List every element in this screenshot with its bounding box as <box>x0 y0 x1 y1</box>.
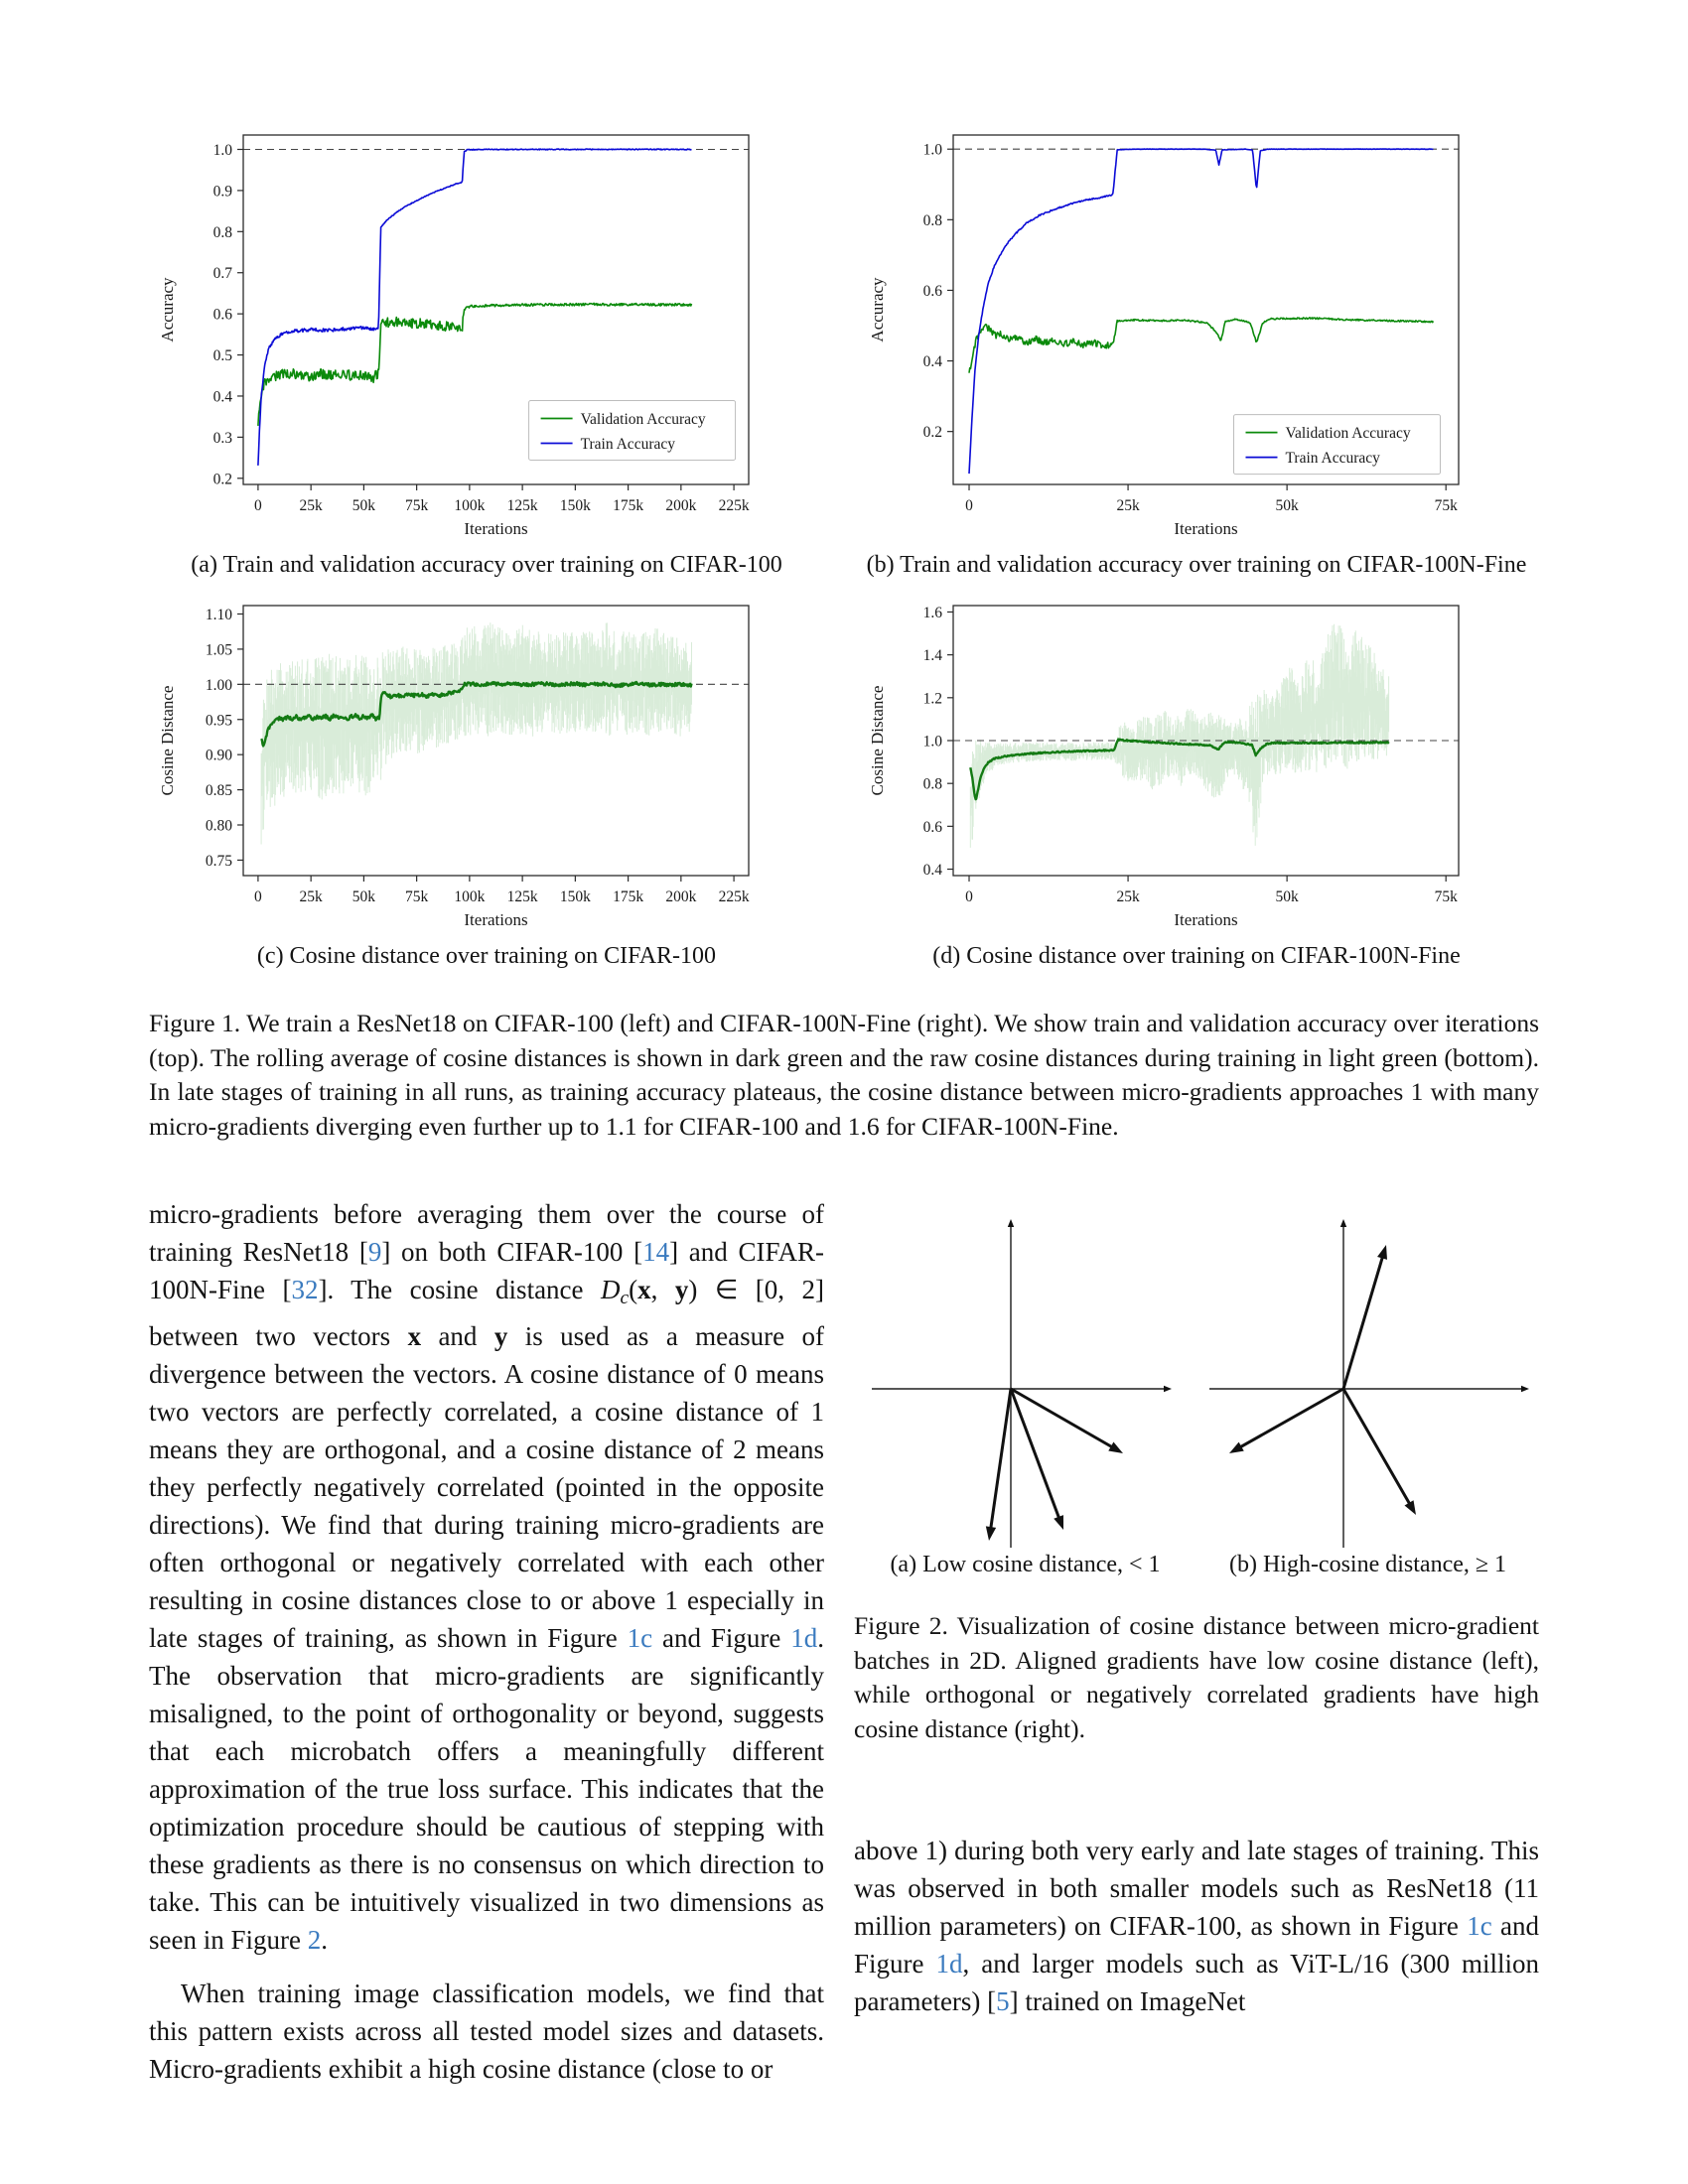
svg-text:Iterations: Iterations <box>464 519 528 538</box>
svg-text:225k: 225k <box>718 497 750 514</box>
figure2-panel <box>854 1205 1539 1548</box>
svg-text:0.4: 0.4 <box>922 862 942 880</box>
svg-text:0.8: 0.8 <box>922 211 942 229</box>
math-symbol: x <box>407 1320 422 1351</box>
figure2-subcaptions <box>854 1550 1539 1579</box>
svg-text:0.2: 0.2 <box>212 471 232 488</box>
citation-link[interactable]: 1c <box>627 1622 653 1653</box>
subcaption-c: (c) Cosine distance over training on CIFAR-100 <box>256 943 717 969</box>
svg-text:200k: 200k <box>665 497 697 514</box>
svg-text:Validation Accuracy: Validation Accuracy <box>580 411 706 429</box>
svg-text:0.2: 0.2 <box>922 424 942 442</box>
paragraph: micro-gradients before averaging them over the course of training ResNet18 [9] on both CIFAR-100 [14] and CIFAR-100N-Fine [32]. The cosine distance Dc(x, y) ∈ [0, 2] between two vectors x and y is used as a measure of divergence between the vectors. A cosine distance of 0 means two vectors are perfectly correlated, a cosine distance of 1 means they are orthogonal, and a cosine distance of 2 means they perfectly negatively correlated (pointed in the opposite directions). We find that during training micro-gradients are often orthogonal or negatively correlated with each other resulting in cosine distances close to or above 1 especially in late stages of training, as shown in Figure 1c and Figure 1d. The observation that micro-gradients are significantly misaligned, to the point of orthogonality or beyond, suggests that each microbatch offers a meaningfully different approximation of the true loss surface. This indicates that the optimization procedure should be cautious of stepping with these gradients as there is no consensus on which direction to take. This can be intuitively visualized in two dimensions as seen in Figure 2. <box>149 1199 825 1955</box>
citation-link[interactable]: 5 <box>996 1986 1010 2016</box>
svg-text:0: 0 <box>965 888 973 905</box>
svg-text:Iterations: Iterations <box>464 910 528 929</box>
svg-text:0.6: 0.6 <box>922 818 942 836</box>
left-column <box>149 1195 824 2088</box>
svg-text:1.05: 1.05 <box>205 641 232 659</box>
figure2-diagram-low-cosine-distance <box>862 1205 1190 1548</box>
page-content <box>149 125 1539 2088</box>
figure1-cell-a <box>149 125 824 596</box>
svg-text:0.80: 0.80 <box>205 817 232 835</box>
svg-text:0.4: 0.4 <box>212 388 232 406</box>
svg-text:25k: 25k <box>1116 497 1140 514</box>
svg-text:0: 0 <box>965 497 973 514</box>
paragraph: above 1) during both very early and late stages of training. This was observed in both smaller models such as ResNet18 (11 million parameters) on CIFAR-100, as shown in Figure 1c and Figure 1d, and larger models such as ViT-L/16 (300 million parameters) [5] trained on ImageNet <box>854 1836 1540 2016</box>
svg-text:50k: 50k <box>352 497 376 514</box>
figure2-diagram-high-cosine-distance <box>1204 1205 1532 1548</box>
math-symbol: y <box>493 1320 508 1351</box>
subcaption-a: (a) Train and validation accuracy over training on CIFAR-100 <box>191 552 782 578</box>
svg-text:Validation Accuracy: Validation Accuracy <box>1285 425 1411 443</box>
citation-link[interactable]: 9 <box>367 1237 382 1267</box>
svg-text:Iterations: Iterations <box>1174 519 1238 538</box>
svg-text:Train Accuracy: Train Accuracy <box>1285 450 1380 468</box>
figure1-panel <box>149 125 1539 987</box>
citation-link[interactable]: 2 <box>307 1924 322 1955</box>
svg-text:25k: 25k <box>299 888 323 905</box>
svg-text:0.75: 0.75 <box>205 852 232 870</box>
svg-text:25k: 25k <box>1116 888 1140 905</box>
citation-link[interactable]: 1c <box>1467 1911 1492 1941</box>
figure2-subcaption-a: (a) Low cosine distance, < 1 <box>890 1552 1161 1577</box>
math-symbol: c <box>620 1287 630 1308</box>
svg-text:50k: 50k <box>1275 888 1299 905</box>
svg-text:Cosine Distance: Cosine Distance <box>158 685 177 796</box>
svg-text:Accuracy: Accuracy <box>158 277 177 342</box>
svg-text:Accuracy: Accuracy <box>868 277 887 342</box>
svg-text:1.2: 1.2 <box>922 690 942 708</box>
svg-text:0.7: 0.7 <box>212 265 232 283</box>
svg-text:1.10: 1.10 <box>205 607 232 623</box>
svg-text:150k: 150k <box>559 888 591 905</box>
svg-text:0.6: 0.6 <box>212 306 232 324</box>
svg-text:0.3: 0.3 <box>212 429 232 447</box>
svg-text:200k: 200k <box>665 888 697 905</box>
math-symbol: y <box>674 1275 689 1304</box>
svg-text:0.95: 0.95 <box>205 712 232 730</box>
citation-link[interactable]: 32 <box>291 1275 319 1304</box>
svg-text:0: 0 <box>254 497 262 514</box>
chart-cosine-distance-cifar100 <box>149 596 824 933</box>
svg-text:0.8: 0.8 <box>212 223 232 241</box>
figure1-caption: Figure 1. We train a ResNet18 on CIFAR-100 (left) and CIFAR-100N-Fine (right). We show train and validation accuracy over iterations (top). The rolling average of cosine distances is shown in dark green and the raw cosine distances during training in light green (bottom). In late stages of training in all runs, as training accuracy plateaus, the cosine distance between micro-gradients approaches 1 with many micro-gradients diverging even further up to 1.1 for CIFAR-100 and 1.6 for CIFAR-100N-Fine. <box>149 1009 1539 1141</box>
svg-text:0.4: 0.4 <box>922 353 942 371</box>
svg-text:1.6: 1.6 <box>922 604 942 621</box>
svg-text:0.85: 0.85 <box>205 782 232 800</box>
chart-accuracy-cifar100 <box>149 125 824 542</box>
paragraph: When training image classification models, we find that this pattern exists across all tested model sizes and datasets. Micro-gradients exhibit a high cosine distance (close to or <box>149 1978 824 2084</box>
svg-text:1.0: 1.0 <box>922 141 942 159</box>
svg-text:Iterations: Iterations <box>1174 910 1238 929</box>
svg-text:50k: 50k <box>352 888 376 905</box>
svg-text:75k: 75k <box>405 497 429 514</box>
chart-accuracy-cifar100n-fine <box>859 125 1534 542</box>
right-column <box>854 1195 1539 2088</box>
svg-text:0.9: 0.9 <box>212 183 232 201</box>
citation-link[interactable]: 1d <box>790 1622 818 1653</box>
figure2-caption: Figure 2. Visualization of cosine distance between micro-gradient batches in 2D. Aligned gradients have low cosine distance (left), while orthogonal or negatively correlated gradients have high cosine distance (right). <box>854 1611 1539 1743</box>
svg-text:1.0: 1.0 <box>212 141 232 159</box>
figure1-cell-c <box>149 596 824 987</box>
svg-text:0.5: 0.5 <box>212 347 232 365</box>
svg-text:75k: 75k <box>405 888 429 905</box>
svg-text:1.00: 1.00 <box>205 676 232 694</box>
body-columns <box>149 1195 1539 2088</box>
chart-cosine-distance-cifar100n-fine <box>859 596 1534 933</box>
figure1-cell-b <box>854 125 1539 596</box>
citation-link[interactable]: 14 <box>642 1237 670 1267</box>
svg-text:125k: 125k <box>506 888 538 905</box>
svg-text:0.90: 0.90 <box>205 747 232 764</box>
svg-text:50k: 50k <box>1275 497 1299 514</box>
subcaption-d: (d) Cosine distance over training on CIFAR-100N-Fine <box>932 943 1461 969</box>
figure1-cell-d <box>854 596 1539 987</box>
svg-text:0: 0 <box>254 888 262 905</box>
svg-text:Train Accuracy: Train Accuracy <box>580 436 676 454</box>
svg-text:175k: 175k <box>613 888 644 905</box>
svg-text:1.4: 1.4 <box>922 647 942 665</box>
svg-text:Cosine Distance: Cosine Distance <box>868 685 887 796</box>
svg-text:150k: 150k <box>559 497 591 514</box>
math-symbol: x <box>637 1275 651 1304</box>
citation-link[interactable]: 1d <box>935 1949 963 1979</box>
svg-text:100k: 100k <box>454 497 486 514</box>
svg-text:0.6: 0.6 <box>922 282 942 300</box>
svg-text:75k: 75k <box>1434 888 1458 905</box>
svg-text:75k: 75k <box>1434 497 1458 514</box>
svg-text:175k: 175k <box>613 497 644 514</box>
subcaption-b: (b) Train and validation accuracy over training on CIFAR-100N-Fine <box>866 552 1527 578</box>
math-symbol: D <box>601 1275 621 1304</box>
svg-text:25k: 25k <box>299 497 323 514</box>
svg-text:225k: 225k <box>718 888 750 905</box>
svg-text:125k: 125k <box>506 497 538 514</box>
svg-text:0.8: 0.8 <box>922 775 942 793</box>
figure2-subcaption-b: (b) High-cosine distance, ≥ 1 <box>1228 1552 1507 1577</box>
svg-text:1.0: 1.0 <box>922 733 942 751</box>
svg-text:100k: 100k <box>454 888 486 905</box>
